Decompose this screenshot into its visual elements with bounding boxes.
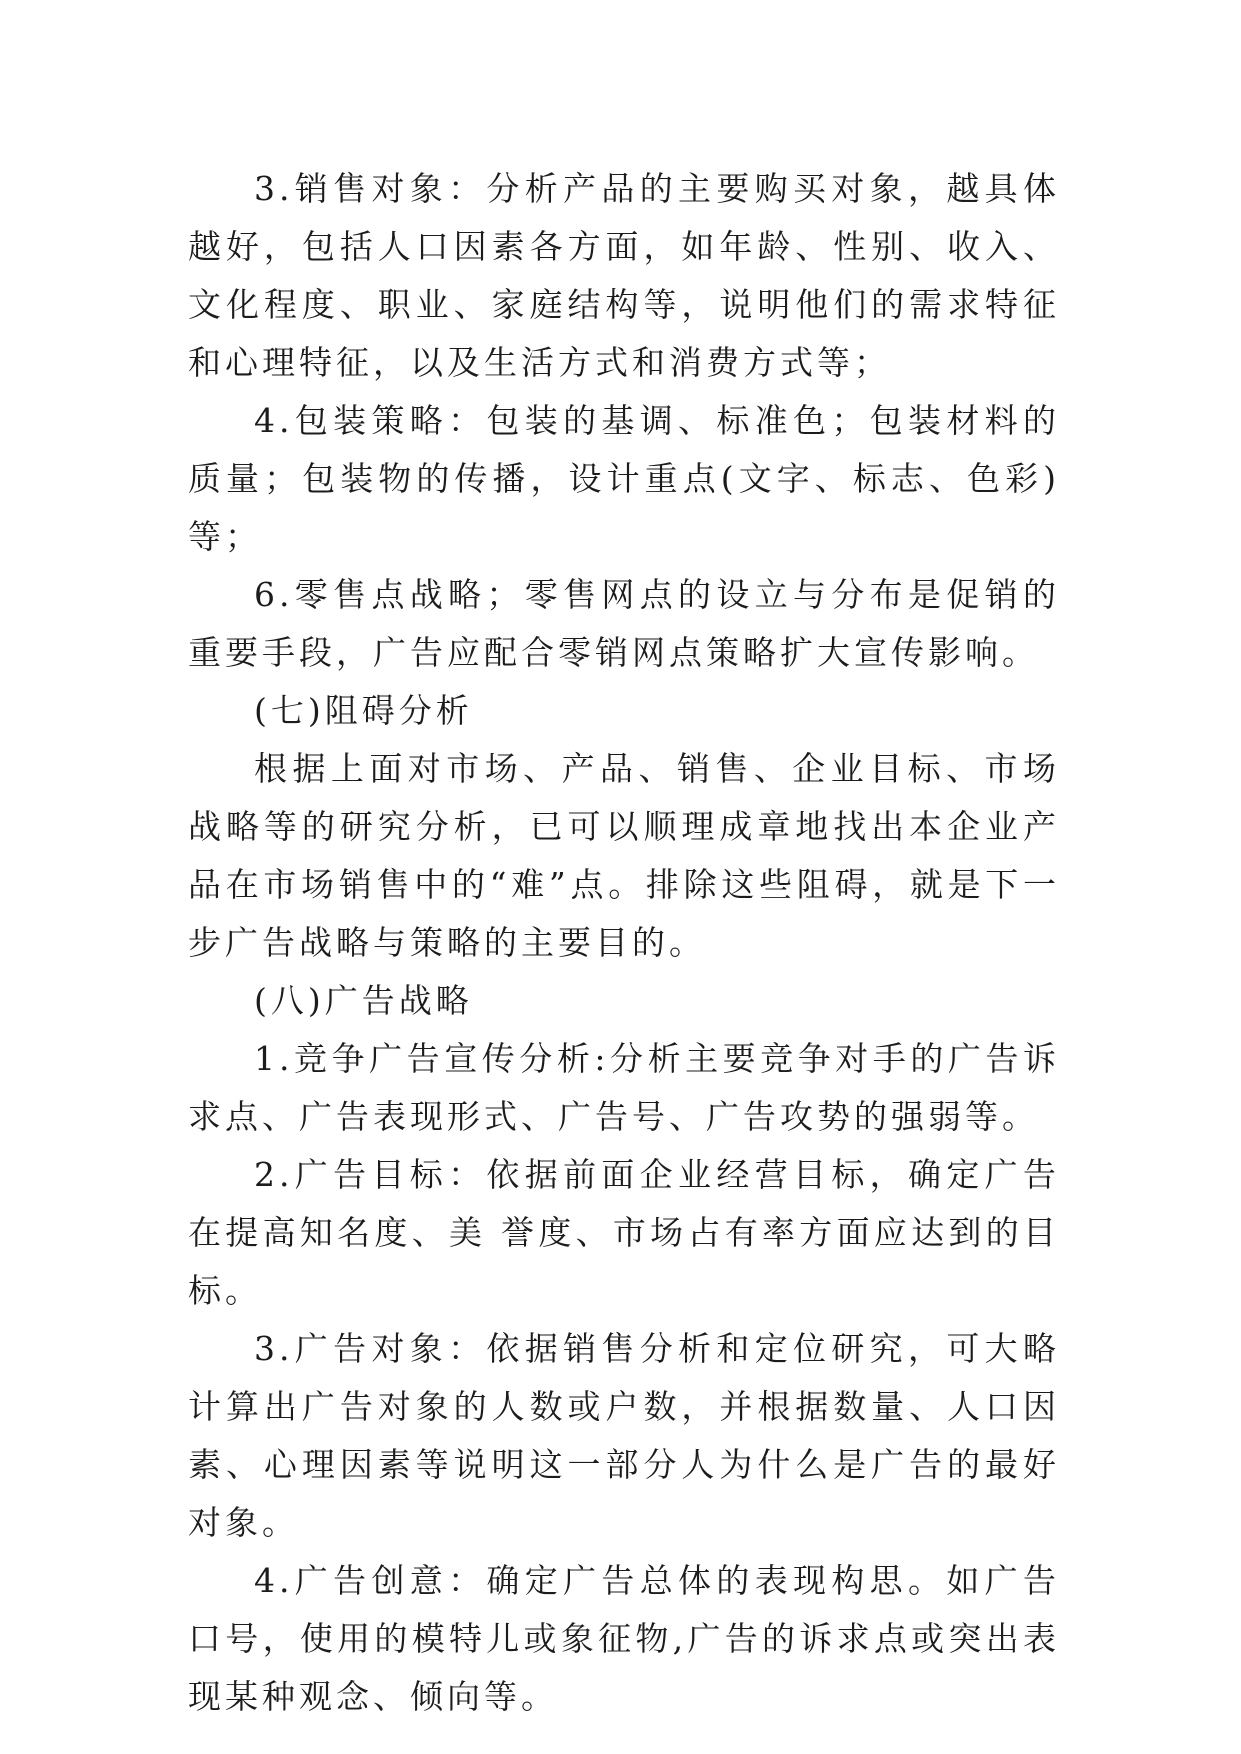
paragraph-obstacle-analysis: 根据上面对市场、产品、销售、企业目标、市场战略等的研究分析，已可以顺理成章地找出本企业产品在市场销售中的“难”点。排除这些阻碍，就是下一步广告战略与策略的主要目的。 [188, 749, 1060, 962]
paragraph-packaging-strategy: 4.包装策略：包装的基调、标准色；包装材料的质量；包装物的传播，设计重点(文字、标志、色彩)等； [188, 401, 1060, 556]
paragraph-sales-target: 3.销售对象：分析产品的主要购买对象，越具体越好，包括人口因素各方面，如年龄、性别、收入、文化程度、职业、家庭结构等，说明他们的需求特征和心理特征，以及生活方式和消费方式等； [188, 169, 1060, 382]
paragraph-retail-strategy: 6.零售点战略；零售网点的设立与分布是促销的重要手段，广告应配合零销网点策略扩大宣传影响。 [188, 575, 1060, 672]
paragraph-ad-goals: 2.广告目标：依据前面企业经营目标，确定广告在提高知名度、美 誉度、市场占有率方面应达到的目标。 [188, 1155, 1060, 1310]
paragraph-ad-audience: 3.广告对象：依据销售分析和定位研究，可大略计算出广告对象的人数或户数，并根据数量、人口因素、心理因素等说明这一部分人为什么是广告的最好对象。 [188, 1329, 1060, 1542]
paragraph-competitor-ads: 1.竞争广告宣传分析:分析主要竞争对手的广告诉求点、广告表现形式、广告号、广告攻势的强弱等。 [188, 1039, 1060, 1136]
document-body [188, 160, 1060, 1726]
paragraph-ad-creative: 4.广告创意：确定广告总体的表现构思。如广告口号，使用的模特儿或象征物,广告的诉求点或突出表现某种观念、倾向等。 [188, 1561, 1060, 1716]
heading-obstacle-analysis: (七)阻碍分析 [254, 691, 473, 730]
heading-ad-strategy: (八)广告战略 [254, 981, 473, 1020]
